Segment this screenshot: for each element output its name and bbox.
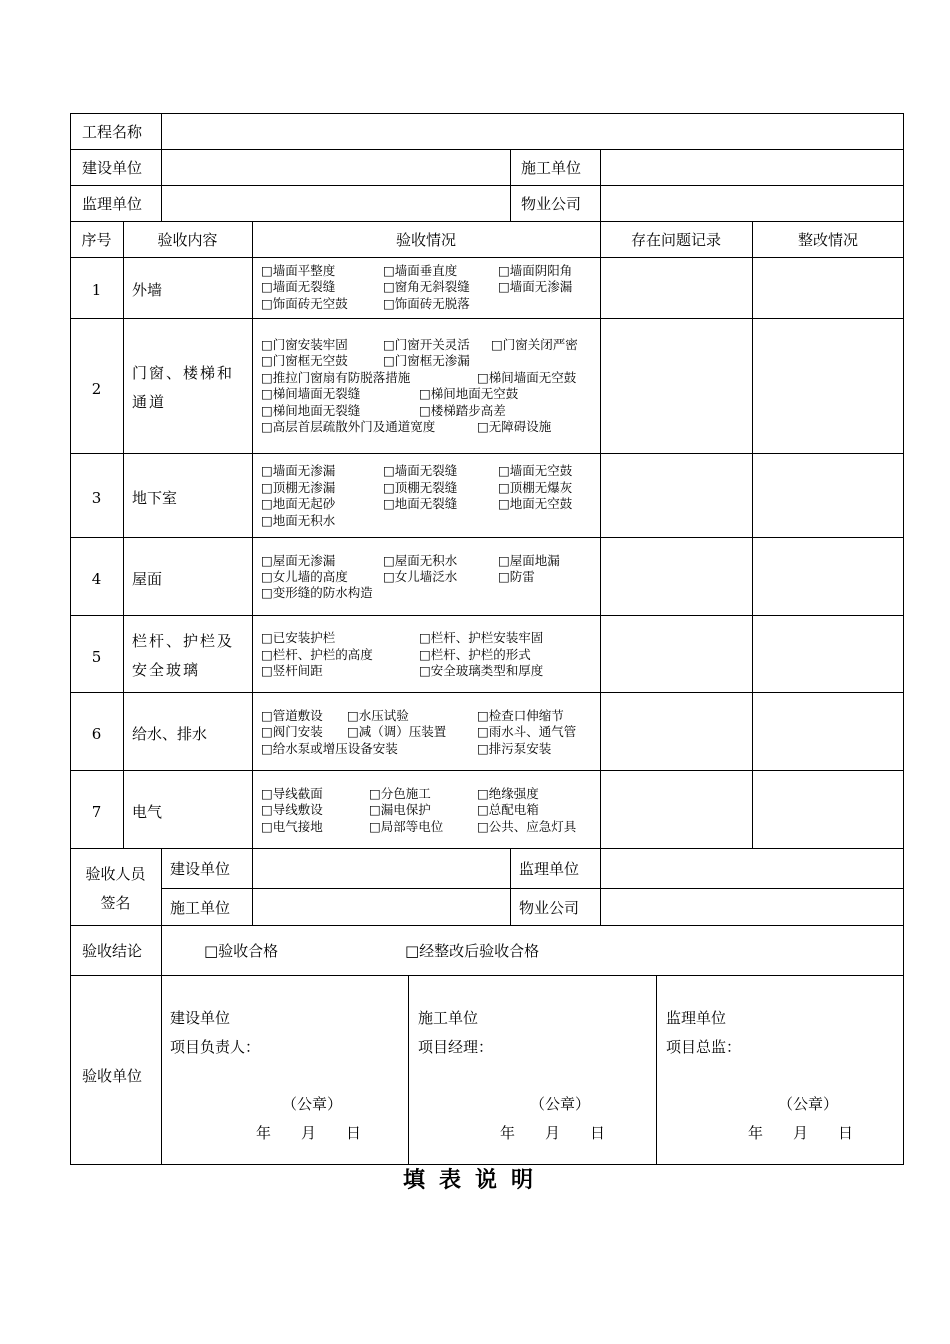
acceptance-role-construction: 项目负责人： xyxy=(170,1038,261,1056)
divider xyxy=(70,925,904,926)
row-3-option[interactable]: □墙面无渗漏 xyxy=(261,463,336,478)
sign-property-company-label: 物业公司 xyxy=(519,899,580,917)
acceptance-role-contractor: 项目经理： xyxy=(418,1038,494,1056)
row-3-option[interactable]: □顶棚无爆灰 xyxy=(498,480,573,495)
row-2-no: 2 xyxy=(91,380,102,398)
acceptance-unit-construction: 建设单位 xyxy=(170,1009,231,1027)
row-2-option[interactable]: □门窗关闭严密 xyxy=(491,337,578,352)
conclusion-label: 验收结论 xyxy=(82,942,143,960)
sign-supervision-unit-label: 监理单位 xyxy=(519,860,580,878)
row-3-option[interactable]: □地面无起砂 xyxy=(261,496,336,511)
property-company-label: 物业公司 xyxy=(521,195,582,213)
divider xyxy=(161,848,162,1165)
row-4-option[interactable]: □女儿墙的高度 xyxy=(261,569,348,584)
row-3-option[interactable]: □墙面无空鼓 xyxy=(498,463,573,478)
conclusion-pass-checkbox[interactable]: □验收合格 xyxy=(204,942,279,960)
construction-unit-label: 建设单位 xyxy=(82,159,143,177)
column-header-status: 验收情况 xyxy=(395,231,456,249)
row-7-no: 7 xyxy=(91,803,102,821)
divider xyxy=(70,318,904,319)
row-4-option[interactable]: □防雷 xyxy=(498,569,535,584)
row-5-option[interactable]: □已安装护栏 xyxy=(261,630,336,645)
row-5-option[interactable]: □栏杆、护栏安装牢固 xyxy=(419,630,544,645)
acceptance-role-supervision: 项目总监： xyxy=(666,1038,742,1056)
row-7-option[interactable]: □公共、应急灯具 xyxy=(477,819,577,834)
row-1-option[interactable]: □饰面砖无空鼓 xyxy=(261,296,348,311)
row-1-option[interactable]: □窗角无斜裂缝 xyxy=(383,279,470,294)
row-7-option[interactable]: □漏电保护 xyxy=(369,802,431,817)
row-1-no: 1 xyxy=(91,281,102,299)
divider xyxy=(600,221,601,848)
row-1-option[interactable]: □墙面阴阳角 xyxy=(498,263,573,278)
column-header-rectification: 整改情况 xyxy=(797,231,858,249)
row-3-no: 3 xyxy=(91,489,102,507)
row-5-option[interactable]: □栏杆、护栏的形式 xyxy=(419,647,531,662)
project-name-label: 工程名称 xyxy=(82,123,143,141)
acceptance-unit-supervision: 监理单位 xyxy=(666,1009,727,1027)
row-7-option[interactable]: □绝缘强度 xyxy=(477,786,539,801)
divider xyxy=(70,615,904,616)
row-7-option[interactable]: □局部等电位 xyxy=(369,819,444,834)
divider xyxy=(510,848,511,925)
row-2-option[interactable]: □门窗框无渗漏 xyxy=(383,353,470,368)
supervision-unit-label: 监理单位 xyxy=(82,195,143,213)
divider xyxy=(70,975,904,976)
row-2-option[interactable]: □梯间墙面无裂缝 xyxy=(261,386,361,401)
row-4-option[interactable]: □女儿墙泛水 xyxy=(383,569,458,584)
row-4-option[interactable]: □屋面地漏 xyxy=(498,553,560,568)
row-2-option[interactable]: □梯间地面无空鼓 xyxy=(419,386,519,401)
divider xyxy=(70,770,904,771)
column-header-content: 验收内容 xyxy=(157,231,218,249)
date-contractor: 年 月 日 xyxy=(500,1124,606,1142)
row-5-option[interactable]: □栏杆、护栏的高度 xyxy=(261,647,373,662)
divider xyxy=(70,848,904,849)
row-6-option[interactable]: □阀门安装 xyxy=(261,724,323,739)
row-1-option[interactable]: □墙面平整度 xyxy=(261,263,336,278)
divider xyxy=(752,221,753,848)
row-7-option[interactable]: □电气接地 xyxy=(261,819,323,834)
conclusion-pass-after-fix-checkbox[interactable]: □经整改后验收合格 xyxy=(405,942,540,960)
divider xyxy=(252,221,253,848)
row-7-option[interactable]: □导线截面 xyxy=(261,786,323,801)
divider xyxy=(656,975,657,1165)
sign-contractor-unit-label: 施工单位 xyxy=(170,899,231,917)
row-3-option[interactable]: □地面无裂缝 xyxy=(383,496,458,511)
acceptance-label: 验收单位 xyxy=(82,1067,143,1085)
row-7-content: 电气 xyxy=(132,803,163,821)
row-3-option[interactable]: □地面无空鼓 xyxy=(498,496,573,511)
row-7-option[interactable]: □总配电箱 xyxy=(477,802,539,817)
row-6-option[interactable]: □水压试验 xyxy=(347,708,409,723)
row-6-option[interactable]: □给水泵或增压设备安装 xyxy=(261,741,398,756)
row-3-option[interactable]: □顶棚无裂缝 xyxy=(383,480,458,495)
divider xyxy=(70,257,904,258)
row-2-option[interactable]: □门窗框无空鼓 xyxy=(261,353,348,368)
column-header-no: 序号 xyxy=(81,231,112,249)
row-2-option[interactable]: □梯间地面无裂缝 xyxy=(261,403,361,418)
divider xyxy=(70,149,904,150)
row-7-option[interactable]: □分色施工 xyxy=(369,786,431,801)
row-3-content: 地下室 xyxy=(132,489,178,507)
row-4-no: 4 xyxy=(91,570,102,588)
row-6-option[interactable]: □减（调）压装置 xyxy=(347,724,447,739)
row-2-option[interactable]: □高层首层疏散外门及通道宽度 xyxy=(261,419,436,434)
row-3-option[interactable]: □地面无积水 xyxy=(261,513,336,528)
divider xyxy=(600,149,601,221)
signature-label: 验收人员 签名 xyxy=(85,865,146,912)
instructions-title: 填表说明 xyxy=(402,1167,547,1193)
date-supervision: 年 月 日 xyxy=(748,1124,854,1142)
divider xyxy=(408,975,409,1165)
divider xyxy=(70,221,904,222)
seal-contractor: （公章） xyxy=(530,1095,591,1113)
row-2-option[interactable]: □推拉门窗扇有防脱落措施 xyxy=(261,370,411,385)
row-6-content: 给水、排水 xyxy=(132,725,208,743)
divider xyxy=(70,453,904,454)
row-3-option[interactable]: □墙面无裂缝 xyxy=(383,463,458,478)
date-construction: 年 月 日 xyxy=(256,1124,362,1142)
row-6-option[interactable]: □排污泵安装 xyxy=(477,741,552,756)
sign-construction-unit-label: 建设单位 xyxy=(170,860,231,878)
row-2-option[interactable]: □门窗开关灵活 xyxy=(383,337,470,352)
row-3-option[interactable]: □顶棚无渗漏 xyxy=(261,480,336,495)
row-2-option[interactable]: □梯间墙面无空鼓 xyxy=(477,370,577,385)
row-2-option[interactable]: □楼梯踏步高差 xyxy=(419,403,506,418)
row-2-option[interactable]: □门窗安装牢固 xyxy=(261,337,348,352)
acceptance-unit-contractor: 施工单位 xyxy=(418,1009,479,1027)
divider xyxy=(510,149,511,221)
row-6-option[interactable]: □管道敷设 xyxy=(261,708,323,723)
divider xyxy=(600,848,601,925)
row-4-content: 屋面 xyxy=(132,570,163,588)
row-1-content: 外墙 xyxy=(132,281,163,299)
row-2-content: 门窗、楼梯和 通道 xyxy=(132,364,235,411)
row-4-option[interactable]: □屋面无渗漏 xyxy=(261,553,336,568)
row-1-option[interactable]: □墙面无渗漏 xyxy=(498,279,573,294)
seal-supervision: （公章） xyxy=(778,1095,839,1113)
row-7-option[interactable]: □导线敷设 xyxy=(261,802,323,817)
contractor-unit-label: 施工单位 xyxy=(521,159,582,177)
row-6-option[interactable]: □检查口伸缩节 xyxy=(477,708,564,723)
row-2-option[interactable]: □无障碍设施 xyxy=(477,419,552,434)
row-5-content: 栏杆、护栏及 安全玻璃 xyxy=(132,632,235,679)
column-header-issues: 存在问题记录 xyxy=(630,231,721,249)
row-6-no: 6 xyxy=(91,725,102,743)
divider xyxy=(70,537,904,538)
row-1-option[interactable]: □墙面无裂缝 xyxy=(261,279,336,294)
row-1-option[interactable]: □饰面砖无脱落 xyxy=(383,296,470,311)
divider xyxy=(70,692,904,693)
divider xyxy=(252,848,253,925)
acceptance-form xyxy=(70,113,904,1165)
seal-construction: （公章） xyxy=(282,1095,343,1113)
row-5-no: 5 xyxy=(91,648,102,666)
divider xyxy=(161,113,162,221)
row-4-option[interactable]: □屋面无积水 xyxy=(383,553,458,568)
row-4-option[interactable]: □变形缝的防水构造 xyxy=(261,585,373,600)
divider xyxy=(161,888,904,889)
row-1-option[interactable]: □墙面垂直度 xyxy=(383,263,458,278)
divider xyxy=(123,221,124,848)
row-5-option[interactable]: □安全玻璃类型和厚度 xyxy=(419,663,544,678)
row-6-option[interactable]: □雨水斗、通气管 xyxy=(477,724,577,739)
divider xyxy=(70,185,904,186)
row-5-option[interactable]: □竖杆间距 xyxy=(261,663,323,678)
